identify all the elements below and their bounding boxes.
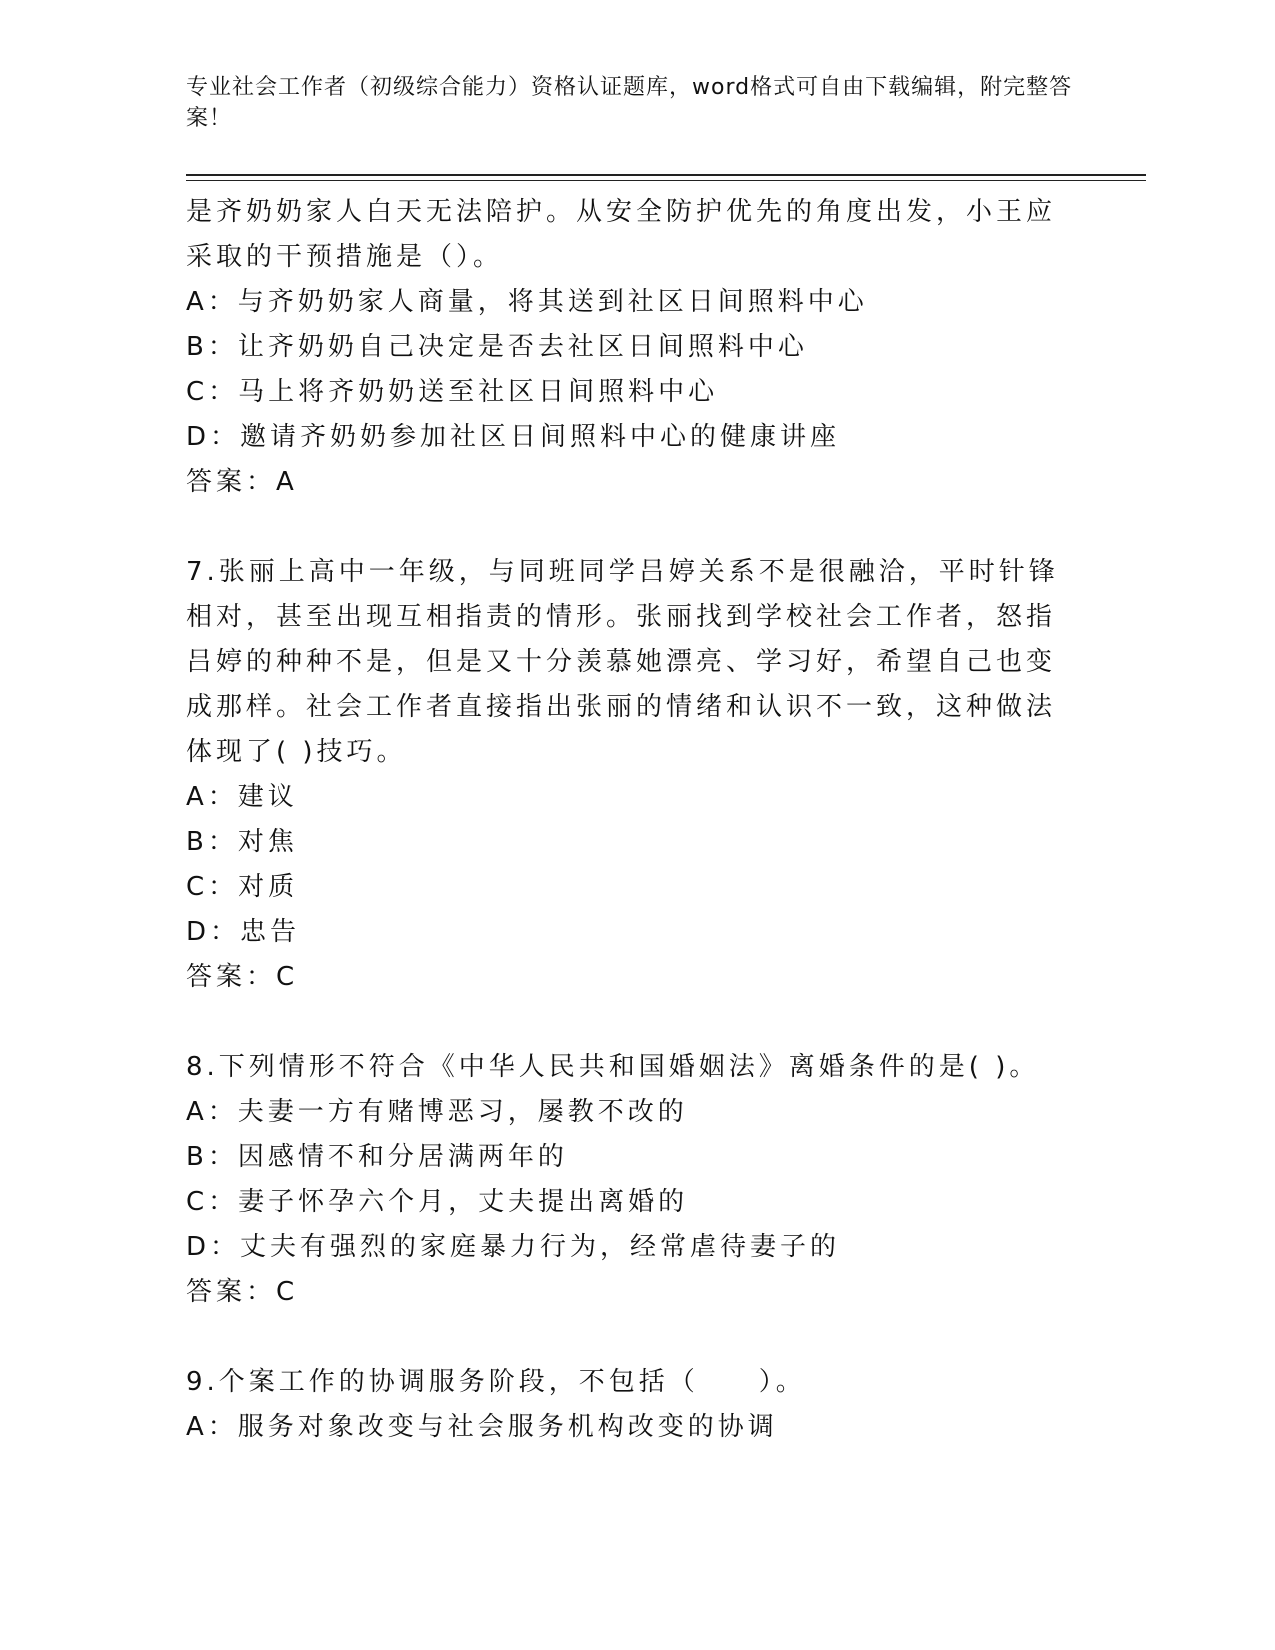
question-7	[186, 550, 1066, 1000]
answer-line: 答案：A	[186, 467, 298, 497]
spacer	[186, 1000, 1066, 1045]
option-a: A：夫妻一方有赌博恶习，屡教不改的	[186, 1097, 688, 1127]
option-b: B：因感情不和分居满两年的	[186, 1142, 568, 1172]
option-a: A：与齐奶奶家人商量，将其送到社区日间照料中心	[186, 287, 868, 317]
spacer	[186, 505, 1066, 550]
question-stem: 8.下列情形不符合《中华人民共和国婚姻法》离婚条件的是( )。	[186, 1052, 1040, 1082]
answer-line: 答案：C	[186, 962, 299, 992]
question-6	[186, 190, 1066, 505]
option-d: D：忠告	[186, 917, 301, 947]
option-d: D：丈夫有强烈的家庭暴力行为，经常虐待妻子的	[186, 1232, 841, 1262]
option-c: C：妻子怀孕六个月，丈夫提出离婚的	[186, 1187, 689, 1217]
question-stem: 是齐奶奶家人白天无法陪护。从安全防护优先的角度出发，小王应采取的干预措施是（）。	[186, 197, 1057, 272]
option-b: B：对焦	[186, 827, 298, 857]
option-c: C：马上将齐奶奶送至社区日间照料中心	[186, 377, 719, 407]
header-rule-thin	[186, 180, 1146, 181]
question-9	[186, 1360, 1066, 1450]
spacer	[186, 1315, 1066, 1360]
option-c: C：对质	[186, 872, 299, 902]
header-rule-thick	[186, 174, 1146, 176]
question-8	[186, 1045, 1066, 1315]
option-a: A：建议	[186, 782, 298, 812]
answer-line: 答案：C	[186, 1277, 299, 1307]
question-stem: 7.张丽上高中一年级，与同班同学吕婷关系不是很融洽，平时针锋相对，甚至出现互相指责的情形。张丽找到学校社会工作者，怒指吕婷的种种不是，但是又十分羡慕她漂亮、学习好，希望自己也变成那样。社会工作者直接指出张丽的情绪和认识不一致，这种做法体现了( )技巧。	[186, 557, 1059, 767]
option-d: D：邀请齐奶奶参加社区日间照料中心的健康讲座	[186, 422, 841, 452]
question-list	[186, 190, 1066, 1450]
option-b: B：让齐奶奶自己决定是否去社区日间照料中心	[186, 332, 808, 362]
page-header: 专业社会工作者（初级综合能力）资格认证题库，word格式可自由下载编辑，附完整答案！	[186, 75, 1073, 131]
option-a: A：服务对象改变与社会服务机构改变的协调	[186, 1412, 778, 1442]
question-stem: 9.个案工作的协调服务阶段，不包括（ ）。	[186, 1367, 806, 1397]
